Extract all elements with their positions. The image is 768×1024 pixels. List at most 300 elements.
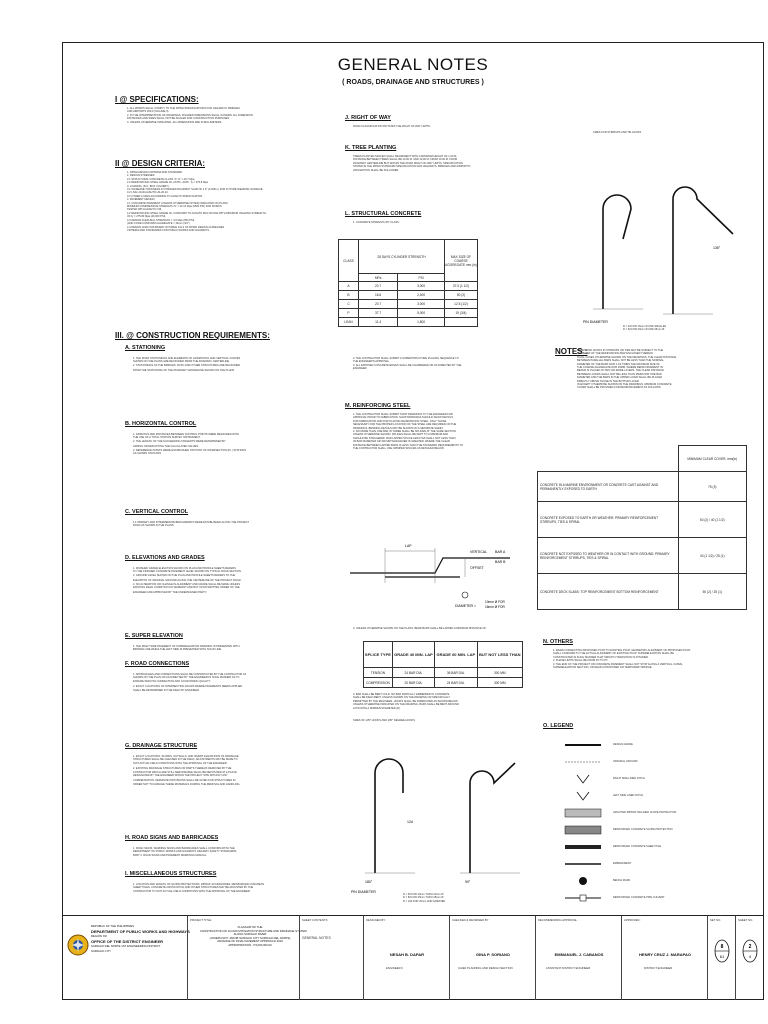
- concrete-cell: P: [339, 309, 359, 318]
- text-line: DRAWINGS. BENDING DETAILS MAY BE SHOWN ON A SEPARATE SHEET.: [353, 426, 444, 430]
- text-line: 1. FINISHED GRADE ELEVATION SHOWN ON PLAN AND PROFILE SHEETS REFERS: [133, 567, 236, 570]
- concrete-cell: 11.4: [358, 318, 397, 327]
- text-line: ROAD CLASSIFICATION DICTATES THE RIGHT OF WAY LIMITS.: [353, 125, 431, 128]
- text-line: 1. THE RIGHT SIDE PAVEMENT OF SUPERELEVATION DRAWING IS PRESENTED WITH: [133, 645, 240, 648]
- pin-dia-label: PIN DIAMETER: [351, 890, 376, 894]
- text-line: 30 BAR DIAMETER OR 300 MM WHICHEVER IS GREATER. WHERE THE CLEAR: [353, 440, 450, 444]
- text-line: MINIMUM COMPRESSIVE STRENGTH fc' = 24.13 Mpa (3500 PSI) FOR WORKS: [127, 205, 222, 209]
- bar-a-dia-label: 10mm Ø FOR: [485, 600, 505, 604]
- text-line: ENGINEER AND APPROVED BY THE UNDERSIGNED PARTY.: [133, 591, 207, 595]
- concrete-row: [339, 282, 478, 291]
- concrete-row: [339, 300, 478, 309]
- subsection-heading: F. ROAD CONNECTIONS: [125, 661, 190, 667]
- diameter-label: DIAMETER =: [455, 604, 477, 608]
- text-line: D = 6d FOR 10mm THRU 20mm Ø: [403, 893, 444, 896]
- text-line: 3. UNLESS OTHERWISE SHOWN ON THE PLANS, BEND BARS SHALL BE LAPPED A MINIMUM DISTANCE OF:: [353, 627, 487, 630]
- cover-cell: 50 (2) / 25 (1): [678, 574, 747, 610]
- text-line: DEPARTMENT OF PUBLIC WORKS AND HIGHWAYS HIGHWAY SAFETY STANDARDS,: [133, 850, 237, 854]
- subsection-heading: G. DRAINAGE STRUCTURE: [125, 743, 198, 749]
- text-line: PERMITTED BY THE ENGINEER. HOOKS SHALL BE FABRICATED AS SHOWN BELOW: [353, 699, 458, 703]
- concrete-cell: 16.6: [358, 291, 397, 300]
- subsection-text: [133, 673, 246, 692]
- text-line: 1. CONCRETE STRENGTH BY CLASS:: [353, 221, 400, 224]
- recommending-role: ASSISTANT DISTRICT ENGINEER: [546, 966, 591, 970]
- concrete-cell: 20.7: [358, 300, 397, 309]
- splice-cell: COMPRESSION: [364, 678, 393, 688]
- heading-right-of-way: J. RIGHT OF WAY: [345, 115, 391, 121]
- sheet-no-bottom: 4: [748, 954, 752, 959]
- text-line: 1. WHEN CONNECTING PROPOSED PCCP TO EXISTING PCCP, GEOMETRIC ALIGNMENT OF PROPOSED PCCP: [553, 649, 691, 652]
- splice-cell: 300 MM: [477, 678, 522, 688]
- text-line: 4.2 REINFORCING STEEL GRADE 40, CONFORM TO AASHTO M31 OR M42 WITH MINIMUM YIELDING STRENGTH: [127, 211, 266, 215]
- project-title-label: PROJECT TITLE: [190, 918, 212, 922]
- recommending-label: RECOMMENDING APPROVAL :: [538, 918, 579, 922]
- text-line: 3. NO ALTERATION OR CHANGE IN ALIGNMENT AND GRADE SHALL BE MADE UNLESS: [133, 582, 240, 586]
- vertical-label: VERTICAL: [470, 550, 488, 554]
- col-designed: [363, 916, 450, 1000]
- splice-row: [364, 668, 523, 678]
- legend-label: LEFT SIDE LINED DITCH: [613, 794, 644, 797]
- concrete-cell: 5,000: [398, 309, 445, 318]
- legend-label: ORIGINAL GROUND: [613, 760, 638, 763]
- construction-subsection: [125, 555, 242, 595]
- legend-label: GROUTED RIPRAP INCLINED SLOPE PROTECTION: [613, 811, 677, 814]
- th-max-aggregate: MAX SIZE OF COARSE AGGREGATE mm (in): [445, 240, 478, 282]
- text-line: 3. UNLESS OTHERWISE INDICATED, ALL DIMENSIONS ARE IN MILLIMETERS.: [127, 120, 223, 124]
- riprap-icon: [563, 807, 603, 819]
- text-line: STRUCTURES SHALL BE CHECKED IN THE FIELD. ADJUSTMENTS MAY BE MADE TO: [133, 758, 238, 762]
- th-class: CLASS: [339, 240, 359, 282]
- legend-label: REINFORCED CONCRETE PIPE CULVERT: [613, 896, 665, 899]
- construction-subsection: [125, 421, 246, 457]
- th-clear-cover: MINIMUM CLEAR COVER, mm(in): [678, 446, 747, 472]
- cover-cell: 40 (1 1/2) / 25 (1): [678, 538, 747, 574]
- splice-cell: 300 MM: [477, 668, 522, 678]
- heading-legend: O. LEGEND: [543, 723, 574, 729]
- concrete-cell: LEAN: [339, 318, 359, 327]
- text-line: ENGINEER.: [353, 367, 368, 371]
- subsection-heading: C. VERTICAL CONTROL: [125, 509, 189, 515]
- cover-cell: 50 (2) / 40 (1 1/2): [678, 502, 747, 538]
- cover-table: [537, 445, 747, 610]
- sheet-no-label: SHEET NO.: [738, 918, 754, 922]
- pin-dia-label-2: PIN DIAMETER: [583, 320, 608, 324]
- bar-a-label: BAR A: [495, 550, 506, 554]
- text-line: ROADWAY CENTERLINE BUT WITHIN THE ROAD RIGHT-OF-WAY LIMITS. SPECIFICATION: [353, 161, 463, 165]
- text-line: IN ALL CASES OTHERWISE SHOWN ON THE DRAWINGS, THE CLEAR DISTANCE: [577, 355, 677, 359]
- legend-label: RIGHT SIDE LINED DITCH: [613, 777, 645, 780]
- text-line: 4. PAVEMENT DESIGN:: [127, 198, 156, 202]
- splice-cell: 20 BAR DIA.: [392, 678, 434, 688]
- col-sheet-contents: [299, 916, 331, 1000]
- text-line: FOR FABRICATION AND FOR PLACING REINFORCING STEEL. ONLY THOSE: [353, 419, 447, 423]
- subsection-heading: D. ELEVATIONS AND GRADES: [125, 555, 205, 561]
- text-line: UNLESS OTHERWISE SHOWN. SPLICES SHALL BE KEPT TO A MINIMUM AND: [353, 433, 449, 437]
- text-line: SURIGAO CITY: [91, 949, 112, 953]
- text-line: SURIGAO DEL NORTE 1ST ENGINEERING DISTRICT: [91, 944, 161, 948]
- set-no-label: SET NO.: [710, 918, 722, 922]
- text-line: (JOSEPH ROY JAKOB SURIGAO CITY SURIGAO DEL NORTE): [209, 935, 291, 940]
- bar-b-dia-label: 16mm Ø FOR: [485, 605, 505, 609]
- legend-item: [563, 737, 753, 754]
- th-mpa: MPa: [358, 274, 397, 282]
- col-project: [187, 916, 307, 1000]
- construction-subsection: [125, 509, 249, 528]
- text-line: DIAMETER OF THE REINFORCING BAR ENCLOSED THEREIN.: [577, 352, 654, 356]
- deg-180-label: 180°: [365, 880, 373, 884]
- heading-notes: NOTES :: [555, 347, 588, 356]
- construction-subsection: [125, 871, 264, 895]
- splice-cell: 24 BAR DIA.: [392, 668, 434, 678]
- text-line: 2. IN THE INTERPRETATION OF DRAWINGS, FIGURED DIMENSIONS SHALL GOVERN. ALL DIMENSION: [127, 113, 253, 117]
- right-ditch-icon: [563, 773, 603, 785]
- text-line: 2. THE LENGTH OF THE SUCCEEDING TANGENTS WERE DETERMINED BY: [133, 439, 226, 443]
- set-no-top: 8: [720, 944, 724, 950]
- text-line: ADVANCE OF FINAL PAVEMENT APPROACH 2019: [217, 939, 283, 944]
- concrete-cell: 2,400: [398, 291, 445, 300]
- concrete-row: [339, 291, 478, 300]
- text-line: ELEVATION OF ORIGINAL GROUND ALONG THE CENTERLINE OF THE PROJECT ROAD.: [133, 579, 242, 583]
- drawing-sheet: [62, 42, 764, 1000]
- text-line: 2. NO MORE THAN ONE BAR IN THREE SHALL BE SPLICED AT THE SAME SECTION: [353, 430, 456, 434]
- text-line: 3.3 OTHER LOADS ACCORDING TO AASHTO SPECIFICATION.: [127, 194, 203, 198]
- designed-label: DESIGNED BY :: [366, 918, 387, 922]
- text-line: COMPENSATION. SEPARATE PROVISIONS SHALL BE GIVEN FOR STRUCTURES IN: [133, 779, 236, 783]
- text-line: SHALL BE FIELD BENT. UNLESS SHOWN ON THE DRAWING OR SPECIFICALLY: [353, 696, 451, 700]
- text-line: CONSTRUCTION OF FLOOD MITIGATION STRUCTURE AND DRAINAGE SYSTEM: [200, 928, 307, 933]
- splice-table: [363, 641, 523, 688]
- approved-label: APPROVED :: [624, 918, 642, 922]
- subsection-text: [133, 883, 264, 893]
- concrete-row: [339, 309, 478, 318]
- text-line: ENSURE SMOOTH CONNECTION AND GOOD RIDING QUALITY.: [133, 679, 211, 683]
- text-line: UNLESS OTHERWISE INDICATED ON THE DRAWING. BARS SHALL BE BENT AROUND: [353, 703, 459, 707]
- legend-label: REINFORCED CONCRETE SLOPE PROTECTION: [613, 828, 673, 831]
- bar-diameter-notes: [403, 893, 445, 903]
- text-line: COVER SHALL BE PROVIDED FOR REINFORCEMENT AS FOLLOWS:: [577, 386, 662, 390]
- text-line: ROAD AS SHOWN IN THE PLANS.: [133, 524, 175, 528]
- text-line: DISTANCE BETWEEN LAPPED BARS IS LESS THAN THE STANDARD REQUIREMENTS TO: [353, 443, 463, 447]
- text-line: SHOWN ON THE PLANS ARE RECKONED FROM THE ROADWAY CENTERLINE.: [133, 360, 230, 364]
- sheet-pile-icon: [563, 841, 603, 853]
- text-line: 3.2 LIVE LOAD AASHTO HS-20-44.: [127, 191, 169, 195]
- text-line: 1. DPWH DESIGN CRITERIA AND STANDARD.: [127, 171, 183, 174]
- hook-bending-text: [353, 693, 553, 710]
- recommending-name: EMMANUEL J. CABANOS: [554, 952, 604, 957]
- text-line: SHEET PILES, CONCRETE CROSS DITCH AND OTHER STRUCTURES MAY BE ADJUSTED BY THE: [133, 886, 254, 890]
- text-line: SHALL CONFORM TO THE ACTUAL ALIGNMENT OF EXISTING PCCP. SUPERELEVATION SHALL BE: [553, 652, 675, 656]
- text-line: DIAMETER AND THE BARS IN THE UPPER LAYER SHALL BE PLACED: [577, 376, 663, 380]
- text-line: 4.3 DESIGN FLEXURAL STRENGTH = 4.5 Mpa (650 PSI): [127, 218, 195, 222]
- text-line: BROKEN LINE WHILE THE LEFT SIDE IS PRESENTED WITH SOLID LINE.: [133, 648, 222, 652]
- structural-concrete-text: [353, 221, 553, 224]
- splice-header-cell: SPLICE TYPE: [364, 642, 393, 668]
- deg-135-label: 135°: [713, 246, 721, 250]
- text-line: 1. THE CONTRACTOR SHALL SUBMIT SHOP DRAWINGS TO THE ENGINEER FOR: [353, 413, 453, 416]
- heading-others: N. OTHERS: [543, 639, 573, 645]
- text-line: 1. THE ROAD STATIONINGS AND ELEMENTS OF HORIZONTAL AND VERTICAL CURVES: [133, 357, 241, 360]
- heading-design-criteria: II @ DESIGN CRITERIA:: [115, 159, 206, 168]
- text-line: DISTANCE BETWEEN TREES SHALL BE 10.00 M. AND 10.00 M. FROM 10.00 M. FROM: [353, 158, 458, 162]
- set-no-bubble: [713, 938, 731, 964]
- left-ditch-icon: [563, 790, 603, 802]
- text-line: ALONG SURIGAO RIVER: [233, 932, 267, 937]
- design-criteria-text: [127, 171, 337, 232]
- text-line: 2004 EDITION SHALL BE FOLLOWED.: [353, 168, 400, 172]
- text-line: 3. THE END OF THE PROJECT OR CONCRETE PAVEMENT SHALL NOT STOP ALONG A VERTICAL CURVE,: [553, 662, 683, 666]
- concrete-cell: 1,800: [398, 318, 445, 327]
- stirrup-notes: [623, 325, 666, 332]
- concrete-cell: 50 (2): [445, 291, 478, 300]
- th-cylinder-strength: 28 DAYS CYLINDER STRENGTH: [358, 240, 444, 274]
- text-line: DIRECTLY ABOVE THOSE IN THE BOTTOM LAYER.: [577, 379, 640, 383]
- text-line: A PIN WITH A MINIMUM DIAMETER (D).: [353, 706, 401, 710]
- structural-concrete-notes: [353, 357, 553, 371]
- text-line: EXISTING FIELD CONDITION SO WARRANT AND BUT UPON WRITTEN ORDER OF THE: [133, 586, 240, 590]
- text-line: SUIT ACTUAL FIELD CONDITIONS WITH THE APPROVAL OF THE ENGINEER.: [133, 761, 228, 765]
- cover-cell: CONCRETE IN A MARINE ENVIRONMENT OR CONCRETE CAST AGAINST AND PERMANENTLY EXPOSED TO EARTH: [538, 472, 679, 502]
- text-line: BENDS AND HOOKS IN STIRRUPS OR TIES MAY BE SUBJECT TO THE: [577, 349, 664, 352]
- cover-cell: CONCRETE NOT EXPOSED TO WEATHER OR IN CONTACT WITH GROUND: PRIMARY REINFORCEMENT STIRRUPS, TIES & SPIRAL: [538, 538, 679, 574]
- splice-header-cell: GRADE 60 MIN. LAP: [435, 642, 477, 668]
- legend-item: [563, 822, 753, 839]
- text-line: D = 8d FOR 25mm THRU 28mm Ø: [403, 896, 444, 900]
- text-line: 1. ROAD SIGNS, WARNING SIGNS AND BARRICADES SHALL CONFORM WITH THE: [133, 847, 235, 850]
- text-line: (AND CODE CONFORM AGGREGATE = 16mm (3/4"): [127, 222, 190, 226]
- sheet-contents-label: SHEET CONTENTS: [302, 918, 328, 922]
- legend-item: [563, 805, 753, 822]
- text-line: 3. LOADING: (R.C. BOX CULVERT): [127, 184, 169, 188]
- text-line: NECESSARY FOR THE PROPER LOCATION OF THE STEEL ARE REQUIRED ON THE: [353, 423, 457, 427]
- legend-item: [563, 839, 753, 856]
- legend-label: REINFORCED CONCRETE SHEET PILE: [613, 845, 662, 848]
- concrete-cell: [445, 318, 478, 327]
- stirrup-caption: SIZES FOR STIRRUPS AND TIE HOOKS: [593, 131, 642, 134]
- splice-cell: 36 BAR DIA.: [435, 668, 477, 678]
- heading-tree-planting: K. TREE PLANTING: [345, 145, 397, 151]
- text-line: 1. EXACT LOCATIONS, SLOPES, OUTFALLS, AND INVERT ELEVATIONS OF DRAINAGE: [133, 755, 239, 758]
- text-line: DIAMETER OF THE BARS NOR 1 1/3 TIMES THE MAXIMUM SIZE OF: [577, 362, 660, 366]
- text-line: 2. GROUND LEVEL SHOWN ON THE PLAN AND PROFILE SHEETS REFERS TO THE: [133, 573, 236, 577]
- embankment-icon: [563, 858, 603, 870]
- legend-label: DESIGN GRADE: [613, 743, 633, 746]
- text-line: TO THE FINISHED CONCRETE PAVEMENT LEVEL SHOWN ON TYPICAL ROAD SECTION.: [133, 570, 242, 574]
- text-line: 4. BAR SHALL BE BENT COLD. NO BAR PARTIALLY EMBEDDED IN CONCRETE: [353, 693, 450, 696]
- construction-subsection: [125, 743, 240, 786]
- text-line: SHOWN ON THE PLAN OR AS DIRECTED BY THE ENGINEER IN SUCH MANNER AS TO: [133, 676, 240, 680]
- cover-cell: 75 (3): [678, 472, 747, 502]
- text-line: 2.2 REINFORCING STEEL GRADE 40, ASTM - A615 : fy = 275.8 Mpa: [127, 181, 208, 185]
- text-line: THE USE OF A TOTAL STATION SURVEY INSTRUMENT.: [133, 436, 201, 440]
- text-line: 2. THE CONTRACTOR SHALL SUBMIT A SUPERSTRUCTURE PLACING SEQUENCE TO: [353, 357, 459, 360]
- splice-cell: TENSION: [364, 668, 393, 678]
- project-title: [200, 925, 307, 948]
- concrete-cell: 3,000: [398, 282, 445, 291]
- text-line: DEPARTMENT OF PUBLIC WORKS AND HIGHWAYS: [91, 929, 190, 934]
- subsection-heading: I. MISCELLANEOUS STRUCTURES: [125, 871, 217, 877]
- text-line: ADDING OR DEDUCTING THE CALCULATED VALUES.: [133, 445, 199, 449]
- text-line: AND AIRPORTS 2013 (VOLUME II).: [127, 110, 170, 114]
- legend-item: [563, 771, 753, 788]
- text-line: 1. LOCATION AND LENGTH OF SLOPE PROTECTIONS, RIPRAP, ACCESSORIES, REINFORCED CONCRETE: [133, 883, 265, 886]
- text-line: 3. REFERENCE POINTS WERE ESTABLISHED ON POINT OF INTERSECTION (P.I.) STATIONS: [133, 448, 247, 452]
- legend-label: BENCH MARK: [613, 879, 631, 882]
- heading-structural-concrete: L. STRUCTURAL CONCRETE: [345, 211, 422, 217]
- subsection-text: [133, 755, 240, 786]
- sheet-no-top: 2: [748, 944, 752, 950]
- text-line: D = 4d FOR 16mm Ø AND SMALLER: [623, 325, 667, 328]
- concrete-row: [339, 318, 478, 327]
- splice-header-cell: BUT NOT LESS THAN: [477, 642, 522, 668]
- text-line: 3.1 INCREASE THICKNESS AT FINISHED ROADWAY SLAB OF 1.0" (0.025m.) FOR FUTURE WEARING SURFACE.: [127, 188, 264, 192]
- subsection-heading: B. HORIZONTAL CONTROL: [125, 421, 197, 427]
- col-approved: [621, 916, 708, 1000]
- lap-splice-diagram: [345, 513, 515, 613]
- text-line: THE COARSE AGGREGATE NOR 25MM. WHERE REINFORCEMENT IN: [577, 366, 663, 370]
- splice-cell: 24 BAR DIA.: [435, 678, 477, 688]
- concrete-cell: 12.5 (1/2): [445, 300, 478, 309]
- cover-cell: CONCRETE DECK SLABS: TOP REINFORCEMENT BOTTOM REINFORCEMENT: [538, 574, 679, 610]
- bench-mark-icon: [563, 875, 603, 887]
- text-line: STATED IN THE DPWH STANDARD SPECIFICATION FOR HIGHWAYS, BRIDGES AND AIRPORTS",: [353, 165, 472, 169]
- subsection-text: [133, 645, 240, 652]
- splice-header-cell: GRADE 40 MIN. LAP: [392, 642, 434, 668]
- dpwh-seal-icon: [67, 930, 89, 960]
- original-ground-icon: [563, 756, 603, 768]
- col-recommending: [535, 916, 622, 1000]
- concrete-cell: 37.5 (1 1/2): [445, 282, 478, 291]
- text-line: 1. APPROACHES AND CONNECTIONS SHALL BE CONSTRUCTED BY THE CONTRACTOR AS: [133, 673, 247, 676]
- text-line: FROM THE STATIONING OF THE ROADWAY CENTERLINE SHOWN ON THE PLANS.: [133, 369, 235, 373]
- hooks-diagram: [345, 733, 545, 903]
- text-line: IN EXCEPT OTHERWISE SHOWN ON THE DRAWINGS, MINIMUM CONCRETE: [577, 383, 672, 387]
- lap-label: LAP: [405, 544, 412, 548]
- agency-block: [91, 924, 190, 954]
- text-line: OFFICE OF THE DISTRICT ENGINEER: [91, 939, 164, 944]
- cover-row: [538, 472, 747, 502]
- text-line: 2. EXISTING DRAINAGE STRUCTURES OR PARTS THEREOF REMOVED BY THE: [133, 767, 232, 771]
- text-line: REPUBLIC OF THE PHILIPPINES: [91, 924, 135, 928]
- text-line: BETWEEN PARALLEL BARS SHALL NOT BE LESS THAN THE NOMINAL: [577, 359, 664, 363]
- subsection-text: [133, 357, 240, 373]
- concrete-cell: 20.7: [358, 282, 397, 291]
- subsection-heading: A. STATIONING: [125, 345, 166, 351]
- text-line: SUPERELEVATION SECTION, OR NEAR A PROPOSED OR TEMPORARY BRIDGE.: [553, 666, 653, 670]
- concrete-cell: 19 (3/4): [445, 309, 478, 318]
- text-line: DISTANCES AND SIZES SHALL NOT BE SCALED FOR CONSTRUCTION PURPOSES.: [127, 117, 230, 121]
- text-line: D = 6d FOR 20mm Ø AND 25mm Ø: [623, 328, 665, 332]
- text-line: CONTRACTOR TO SUIT ACTUAL FIELD CONDITIONS WITH THE APPROVAL OF THE ENGINEER.: [133, 889, 251, 893]
- construction-subsection: [125, 835, 237, 859]
- text-line: THE CONTRACTOR SHALL USE CRIMPED SPLICES AS DETAILED BELOW.: [353, 447, 445, 451]
- text-line: TESTED WITH AASHTO C39.: [127, 208, 162, 212]
- subsection-text: [133, 433, 246, 455]
- cover-cell: CONCRETE EXPOSED TO EARTH OR WEATHER: PRIMARY REINFORCEMENT STIRRUPS, TIES & SPIRAL: [538, 502, 679, 538]
- text-line: 4.4 DESIGN ANALYSIS BASED ON TABLE 311.2 OF DPWH DESIGN GUIDELINES: [127, 225, 225, 229]
- heading-specifications: I @ SPECIFICATIONS:: [115, 95, 199, 104]
- text-line: 2. DESIGN STRESSES:: [127, 174, 156, 178]
- text-line: CRITERIA AND STANDARDS FOR PUBLIC WORKS AND HIGHWAYS.: [127, 228, 210, 232]
- notes-text: [577, 349, 757, 390]
- reinforcing-steel-text: [353, 413, 553, 450]
- right-of-way-text: [353, 125, 553, 128]
- text-line: AS SHOWN ON PLANS.: [133, 452, 162, 456]
- text-line: OF fy = 275.80 Mpa (40,000 PSI).: [127, 215, 166, 219]
- text-line: 3. ALL EXPOSED CONCRETE EDGES SHALL BE CHAMFERED OR AS DIRECTED BY THE: [353, 363, 462, 367]
- col-sheet-no: [735, 916, 764, 1000]
- subsection-text: [133, 521, 249, 528]
- text-line: 1.1 PRIMARY AND INTERMEDIATE BENCHMARKS WERE ESTABLISHED ALONG THE PROJECT: [133, 521, 250, 524]
- concrete-strength-table: [338, 239, 478, 327]
- text-line: BEAMS IS PLACED IN TWO OR MORE LAYERS, THE CLEAR DISTANCE: [577, 369, 664, 373]
- text-line: REGION XIII: [91, 934, 108, 938]
- text-line: 2. EXACT LOCATIONS OF INTERSECTING ROADS WHERE PAVEMENTS NEEDS APPLIED: [133, 685, 243, 689]
- designed-role: ENGINEER II: [386, 966, 403, 970]
- col-checked: [449, 916, 536, 1000]
- concrete-cell: 3,000: [398, 300, 445, 309]
- deg-90-label: 90°: [465, 880, 471, 884]
- text-line: DESIGNATED BY THE ENGINEER WITHIN THE PROJECT SITE WITHOUT ANY: [133, 774, 228, 778]
- text-line: 1. AZIMUTHS AND DISTANCES BETWEEN CONTROL POINTS WERE MEASURED WITH: [133, 433, 239, 436]
- set-no-bottom: 61: [719, 954, 725, 959]
- checked-label: CHECKED & REVIEWED BY :: [452, 918, 491, 922]
- col-set-no: [707, 916, 736, 1000]
- text-line: CONTRACTOR WHICH ARE STILL SERVICEABLE SHALL BE DEPOSITED AT A PLACE: [133, 770, 237, 774]
- text-line: APPROPRIATION : P3,000,000.00: [228, 942, 272, 947]
- cover-row: [538, 574, 747, 610]
- approved-role: DISTRICT ENGINEER: [644, 966, 673, 970]
- designed-name: NESAH B. DAPAR: [389, 952, 425, 957]
- text-line: FLAGSHIP OF THE: [237, 925, 263, 929]
- checked-role: CHIEF PLANNING AND DESIGN SECTION: [458, 966, 513, 970]
- text-line: ORDER NOT TO DAMAGE THESE MATERIALS DURING THE REMOVAL AND HANDLING.: [133, 782, 241, 786]
- text-line: 2. PHASE LIMITS SHALL BE FROM PC TO PT.: [553, 659, 609, 663]
- checked-name: GINA P. SORIANO: [475, 952, 510, 957]
- legend-label: EMBANKMENT: [613, 862, 632, 865]
- text-line: 2.1 STRUCTURAL CONCRETE CLASS "A" fc' = 20.7 Mpa: [127, 177, 195, 181]
- subsection-heading: E. SUPER ELEVATION: [125, 633, 183, 639]
- splice-row: [364, 678, 523, 688]
- sheet-no-bubble: [741, 938, 759, 964]
- rc-slope-icon: [563, 824, 603, 836]
- text-line: 1. ALL WORKS SHALL COMPLY TO THE DPWH SPECIFICATIONS FOR HIGHWAYS, BRIDGES: [127, 107, 240, 110]
- concrete-cell: 37.7: [358, 309, 397, 318]
- subsection-heading: H. ROAD SIGNS AND BARRICADES: [125, 835, 219, 841]
- subsection-text: [133, 847, 237, 857]
- hook-caption: SIZES OF 135° HOOKS AND 180° DEGREE HOOKS: [353, 719, 415, 722]
- text-line: TREES PLANTED SPACED SHALL BE EMINENT WITH A MINIMUM HEIGHT OF 1.00 M.: [353, 155, 457, 158]
- title-block: [63, 915, 763, 1000]
- text-line: 2. STATIONINGS OF THE BRIDGES, RCPC AND OTHER STRUCTURES ARE RECKONED: [133, 363, 241, 367]
- legend-item: [563, 890, 753, 907]
- cover-row: [538, 502, 747, 538]
- cover-row: [538, 538, 747, 574]
- heading-construction-requirements: III. @ CONSTRUCTION REQUIREMENTS:: [115, 331, 270, 340]
- 12d-label: 12d: [407, 820, 413, 824]
- heading-reinforcing-steel: M. REINFORCING STEEL: [345, 403, 411, 409]
- legend-item: [563, 788, 753, 805]
- text-line: CONSTRUCTED IN SUCH MANNER THAT SMOOTH TRANSITION IS ATTAINED.: [553, 655, 649, 659]
- specifications-text: [127, 107, 337, 124]
- sheet-contents: GENERAL NOTES: [302, 936, 331, 940]
- approved-name: HENRY CRUZ J. MARAPAO: [639, 952, 691, 957]
- text-line: 4.1 CONCRETE PAVEMENT (UNLESS OTHERWISE NOTED) INDICATED ON PLANS: [127, 201, 228, 205]
- legend-item: [563, 873, 753, 890]
- tree-planting-text: [353, 155, 553, 172]
- legend: [563, 737, 753, 907]
- text-line: SHALL BE DETERMINED IN THE FIELD BY ENGINEER.: [133, 688, 200, 692]
- others-text: [553, 649, 753, 669]
